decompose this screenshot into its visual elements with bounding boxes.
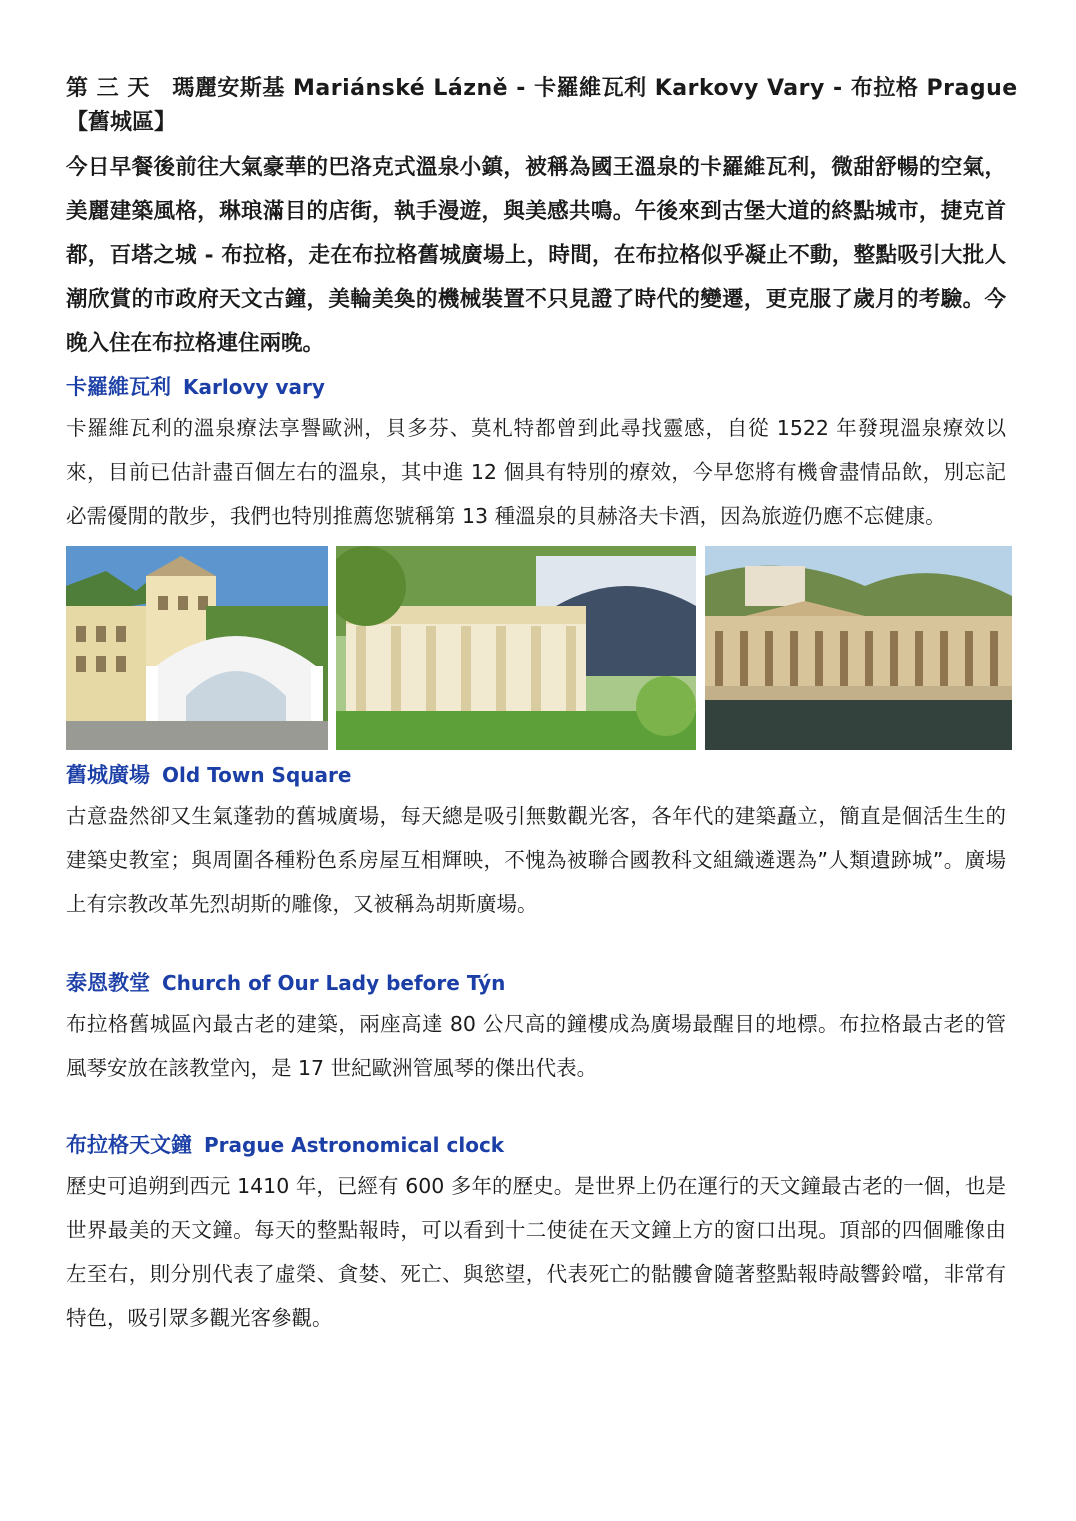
separator: - <box>508 76 535 101</box>
section-heading-zh: 舊城廣場 <box>66 763 150 787</box>
section-heading-en: Old Town Square <box>162 763 352 787</box>
section-text-astronomical-clock: 歷史可追朔到西元 1410 年，已經有 600 多年的歷史。是世界上仍在運行的天文鐘最古老的一個，也是世界最美的天文鐘。每天的整點報時，可以看到十二使徒在天文鐘上方的窗口出現。頂部的四個雕像由左至右，則分別代表了虛榮、貪婪、死亡、與慾望，代表死亡的骷髏會隨著整點報時敲響鈴噹，非常有特色，吸引眾多觀光客參觀。 <box>66 1174 1006 1330</box>
section-heading-en: Karlovy vary <box>183 375 325 399</box>
day-title-marianske: Mariánské Lázně <box>293 76 509 101</box>
document-page <box>66 72 1018 1340</box>
section-heading-old-town-square <box>66 760 1006 790</box>
photo-park-colonnade <box>336 546 696 750</box>
day-title-karlovy: Karkovy Vary <box>654 76 825 101</box>
section-heading-astronomical-clock <box>66 1130 1006 1160</box>
day-intro: 今日早餐後前往大氣豪華的巴洛克式溫泉小鎮，被稱為國王溫泉的卡羅維瓦利，微甜舒暢的空氣，美麗建築風格，琳琅滿目的店街，執手漫遊，與美感共鳴。午後來到古堡大道的終點城市，捷克首都，百塔之城 - 布拉格，走在布拉格舊城廣場上，時間，在布拉格似乎凝止不動，整點吸引大批人潮欣賞的市政府天文古鐘，美輪美奐的機械裝置不只見證了時代的變遷，更克服了歲月的考驗。今晚入住在布拉格連住兩晚。 <box>66 155 1006 356</box>
day-title <box>66 72 1018 106</box>
day-title-prague-zh: 布拉格 <box>850 76 919 101</box>
day-title-prague: Prague <box>926 76 1018 101</box>
photo-market-colonnade <box>66 546 328 750</box>
section-text-karlovy-vary: 卡羅維瓦利的溫泉療法享譽歐洲，貝多芬、莫札特都曾到此尋找靈感，自從 1522 年發現溫泉療效以來，目前已估計盡百個左右的溫泉，其中進 12 個具有特別的療效，今早您將有機會盡情品飲，別忘記必需優閒的散步，我們也特別推薦您號稱第 13 種溫泉的貝赫洛夫卡酒，因為旅遊仍應不忘健康。 <box>66 416 1006 528</box>
day-title-zh: 第 三 天 瑪麗安斯基 <box>66 76 285 101</box>
photo-mill-colonnade <box>705 546 1012 750</box>
section-text-tyn-church: 布拉格舊城區內最古老的建築，兩座高達 80 公尺高的鐘樓成為廣場最醒目的地標。布拉格最古老的管風琴安放在該教堂內，是 17 世紀歐洲管風琴的傑出代表。 <box>66 1012 1006 1080</box>
section-heading-zh: 卡羅維瓦利 <box>66 375 171 399</box>
section-heading-karlovy-vary <box>66 372 1006 402</box>
day-subtitle: 【舊城區】 <box>66 110 177 135</box>
separator: - <box>824 76 851 101</box>
day-title-karlovy-zh: 卡羅維瓦利 <box>534 76 647 101</box>
section-text-old-town-square: 古意盎然卻又生氣蓬勃的舊城廣場，每天總是吸引無數觀光客，各年代的建築矗立，簡直是個活生生的建築史教室；與周圍各種粉色系房屋互相輝映，不愧為被聯合國教科文組織遴選為”人類遺跡城”。廣場上有宗教改革先烈胡斯的雕像，又被稱為胡斯廣場。 <box>66 804 1006 916</box>
section-heading-zh: 布拉格天文鐘 <box>66 1133 192 1157</box>
photo-strip <box>66 546 1006 752</box>
section-heading-en: Church of Our Lady before Týn <box>162 971 506 995</box>
section-heading-zh: 泰恩教堂 <box>66 971 150 995</box>
section-heading-tyn-church <box>66 968 1006 998</box>
section-heading-en: Prague Astronomical clock <box>204 1133 505 1157</box>
